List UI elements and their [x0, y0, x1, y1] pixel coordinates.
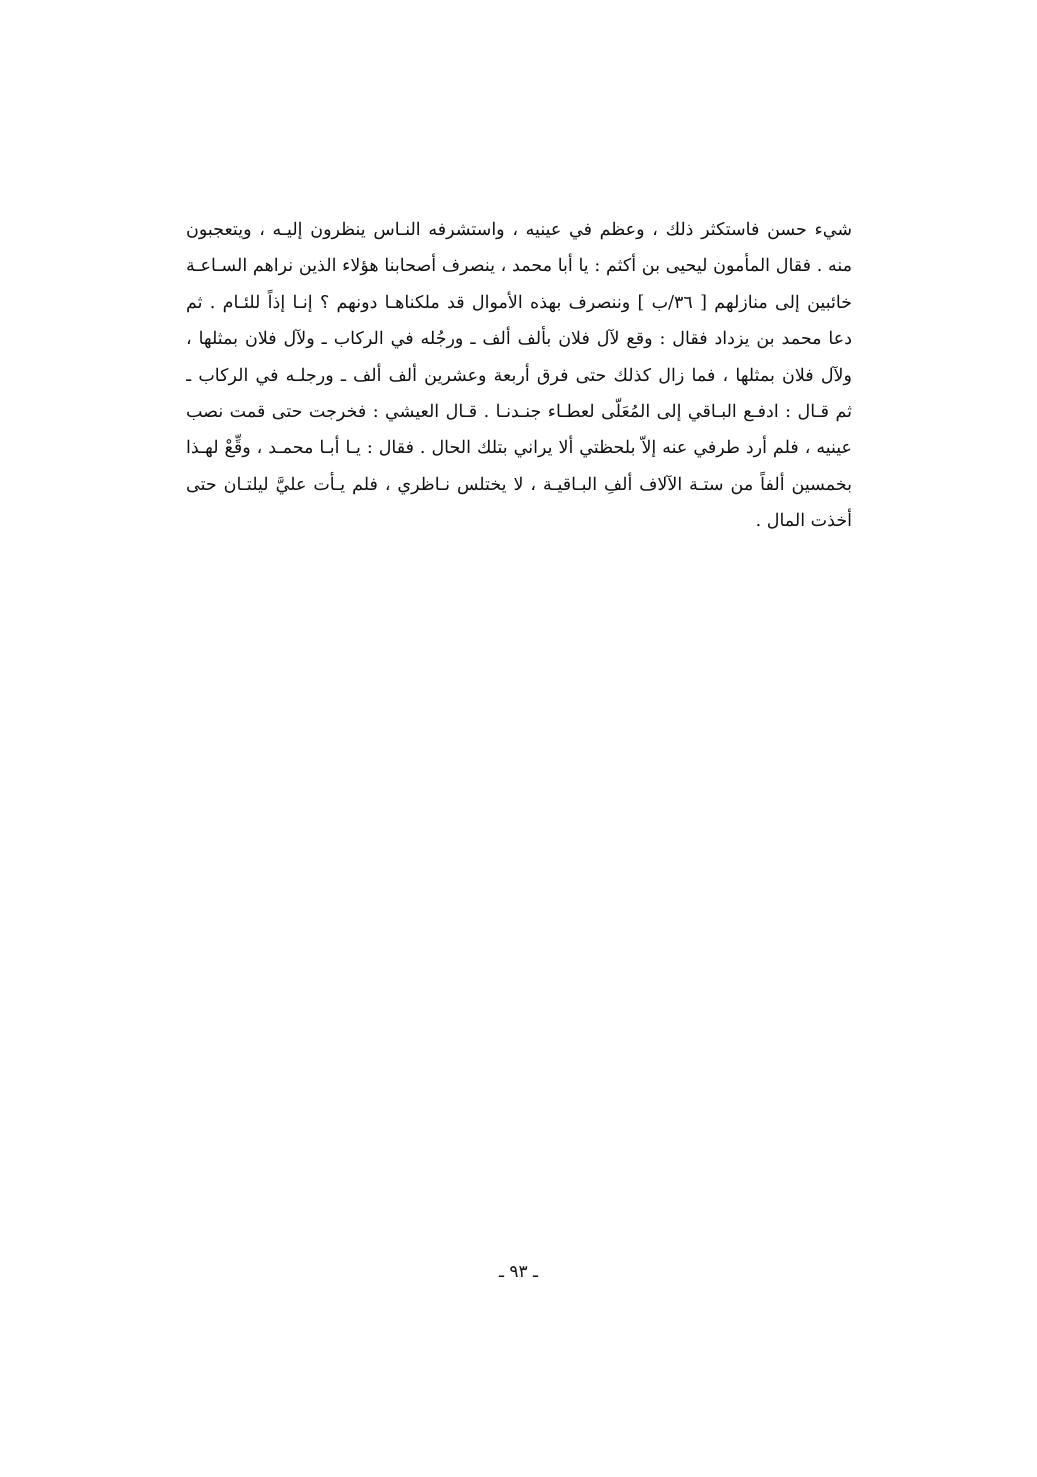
text-line-6: ثم قـال : ادفـع البـاقي إلى المُعَلّى لعطـاء جنـدنـا . قـال العيشي : فخرجت حتى قمت نصب [186, 401, 852, 422]
page-number: ـ ٩٣ ـ [498, 1262, 539, 1282]
text-line-3: خائبين إلى منازلهم [ ٣٦/ب ] وننصرف بهذه الأموال قد ملكناهـا دونهم ؟ إنـا إذاً للئـام . ثم [186, 292, 852, 313]
text-line-7: عينيه ، فلم أرد طرفي عنه إلاّ بلحظتي ألا يراني بتلك الحال . فقال : يـا أبـا محمـد ، وقِّعْ لهـذا [186, 438, 852, 459]
text-line-9: أخذت المال . [755, 511, 852, 532]
text-line-4: دعا محمد بن يزداد فقال : وقع لآل فلان بألف ألف ـ ورجُله في الركاب ـ ولآل فلان بمثلها ، [186, 329, 852, 350]
text-line-5: ولآل فلان بمثلها ، فما زال كذلك حتى فرق أربعة وعشرين ألف ألف ـ ورجلـه في الركاب ـ [186, 365, 852, 386]
text-line-1: شيء حسن فاستكثر ذلك ، وعظم في عينيه ، واستشرفه النـاس ينظرون إليـه ، ويتعجبون [186, 220, 852, 240]
text-line-8: بخمسين ألفاً من ستـة الآلاف ألفِ البـاقيـة ، لا يختلس نـاظري ، فلم يـأت عليَّ ليلتـان حتى [186, 474, 852, 495]
body-text [186, 212, 852, 540]
text-line-2: منه . فقال المأمون ليحيى بن أكثم : يا أبا محمد ، ينصرف أصحابنا هؤلاء الذين نراهم السـاعـة [186, 256, 852, 277]
